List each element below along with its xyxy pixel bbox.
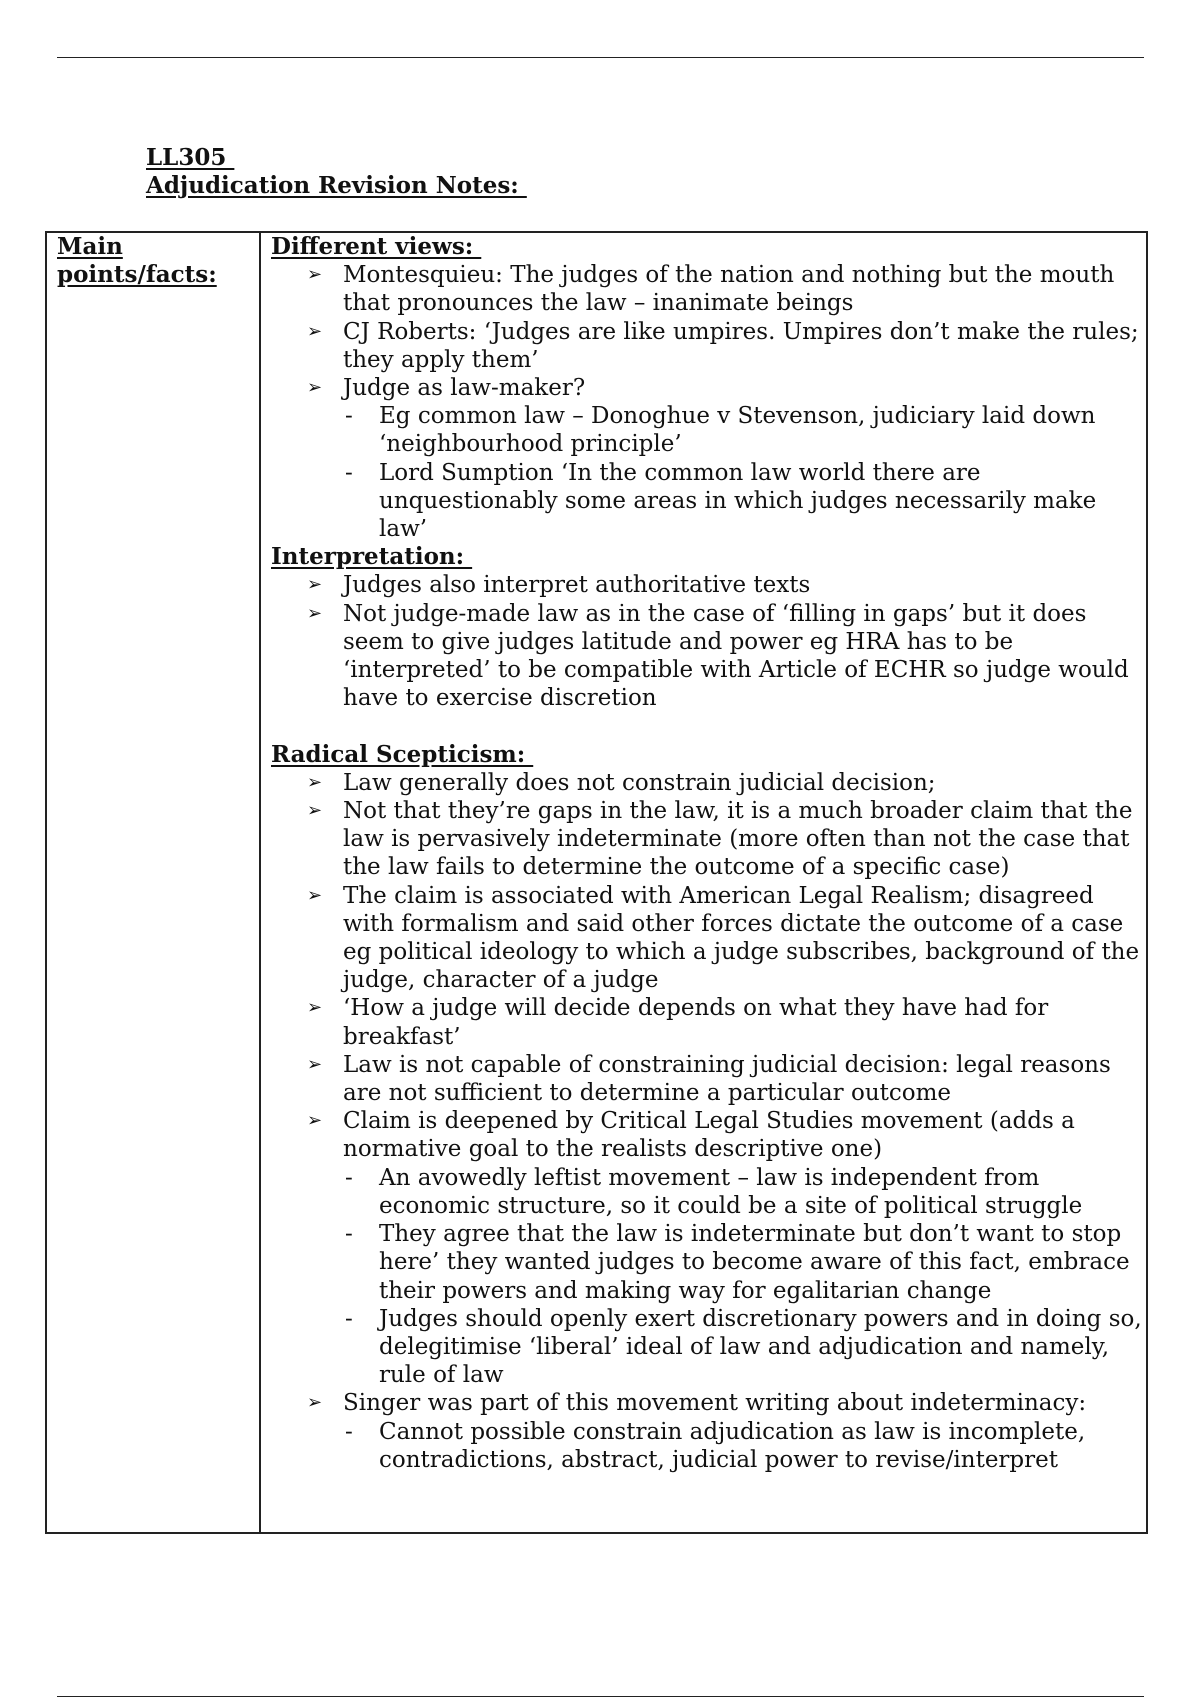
arrow-bullet-icon: ➢ [307,884,323,906]
top-rule [57,57,1144,58]
course-code: LL305 [146,144,235,171]
sub-bullet-text: Eg common law – Donoghue v Stevenson, judiciary laid down ‘neighbourhood principle’ [379,403,1096,458]
section-title-different-views: Different views: [271,233,482,260]
dash-bullet-icon: - [345,1418,353,1445]
sub-list-item [345,459,1146,544]
dash-bullet-icon: - [345,459,353,486]
section-spacer [271,712,1146,740]
list-item [307,994,1146,1050]
bullet-text: Judge as law-maker? [343,375,586,402]
section-title-radical-scepticism: Radical Scepticism: [271,740,534,768]
list-item [307,571,1146,599]
arrow-bullet-icon: ➢ [307,320,323,342]
list-item [307,318,1146,374]
sub-bullet-text: Judges should openly exert discretionary powers and in doing so, delegitimise ‘liberal’ ideal of law and adjudication and namely, rule of law [379,1305,1142,1389]
list-item [307,769,1146,797]
bullet-text: Law is not capable of constraining judicial decision: legal reasons are not sufficient to determine a particular outcome [343,1051,1111,1107]
list-item [307,882,1146,995]
arrow-bullet-icon: ➢ [307,800,323,822]
sub-list [343,1164,1146,1390]
document-header [146,144,527,200]
sub-list [343,1418,1146,1474]
arrow-bullet-icon: ➢ [307,771,323,793]
arrow-bullet-icon: ➢ [307,1053,323,1075]
sub-bullet-text: An avowedly leftist movement – law is independent from economic structure, so it could be a site of political struggle [379,1164,1083,1219]
bullet-text: Law generally does not constrain judicial decision; [343,769,936,796]
left-column [47,233,261,1532]
section-title-interpretation: Interpretation: [271,543,473,571]
radical-scepticism-list [271,769,1146,1474]
bullet-text: Not judge-made law as in the case of ‘filling in gaps’ but it does seem to give judges latitude and power eg HRA has to be ‘interpreted’ to be compatible with Article of ECHR so judge would have to exercise discretion [343,600,1129,712]
arrow-bullet-icon: ➢ [307,264,323,286]
bullet-text: CJ Roberts: ‘Judges are like umpires. Umpires don’t make the rules; they apply them’ [343,318,1139,373]
sub-bullet-text: They agree that the law is indeterminate but don’t want to stop here’ they wanted judges to become aware of this fact, embrace their powers and making way for egalitarian change [379,1221,1130,1304]
arrow-bullet-icon: ➢ [307,1392,323,1414]
arrow-bullet-icon: ➢ [307,1110,323,1132]
right-column [261,233,1146,1532]
list-item [307,1389,1146,1474]
sub-bullet-text: Cannot possible constrain adjudication as law is incomplete, contradictions, abstract, judicial power to revise/interpret [379,1418,1086,1473]
main-points-label: Main points/facts: [57,233,217,288]
list-item [307,261,1146,317]
sub-list-item [345,1418,1146,1474]
document-title: Adjudication Revision Notes: [146,172,527,199]
dash-bullet-icon: - [345,1221,353,1248]
bullet-text: Montesquieu: The judges of the nation and nothing but the mouth that pronounces the law – inanimate beings [343,262,1115,317]
bullet-text: Singer was part of this movement writing about indeterminacy: [343,1390,1087,1417]
sub-bullet-text: Lord Sumption ‘In the common law world there are unquestionably some areas in which judges necessarily make law’ [379,459,1097,543]
list-item [307,1051,1146,1107]
arrow-bullet-icon: ➢ [307,602,323,624]
list-item [307,797,1146,882]
dash-bullet-icon: - [345,403,353,430]
list-item [307,600,1146,713]
bullet-text: ‘How a judge will decide depends on what they have had for breakfast’ [343,995,1049,1050]
different-views-list [271,261,1146,543]
sub-list [343,402,1146,543]
sub-list-item [345,1305,1146,1390]
sub-list-item [345,1220,1146,1305]
interpretation-list [271,571,1146,712]
bottom-rule [57,1696,1144,1697]
bullet-text: Judges also interpret authoritative texts [343,572,811,599]
list-item [307,374,1146,543]
notes-table [45,231,1148,1534]
dash-bullet-icon: - [345,1164,353,1191]
arrow-bullet-icon: ➢ [307,377,323,399]
arrow-bullet-icon: ➢ [307,997,323,1019]
bullet-text: The claim is associated with American Legal Realism; disagreed with formalism and said other forces dictate the outcome of a case eg political ideology to which a judge subscribes, background of the judge, character of a judge [343,882,1140,994]
sub-list-item [345,1164,1146,1220]
dash-bullet-icon: - [345,1305,353,1332]
arrow-bullet-icon: ➢ [307,574,323,596]
bullet-text: Claim is deepened by Critical Legal Studies movement (adds a normative goal to the realists descriptive one) [343,1108,1075,1163]
bullet-text: Not that they’re gaps in the law, it is a much broader claim that the law is pervasively indeterminate (more often than not the case that the law fails to determine the outcome of a specific case) [343,798,1133,881]
list-item [307,1107,1146,1389]
sub-list-item [345,402,1146,458]
